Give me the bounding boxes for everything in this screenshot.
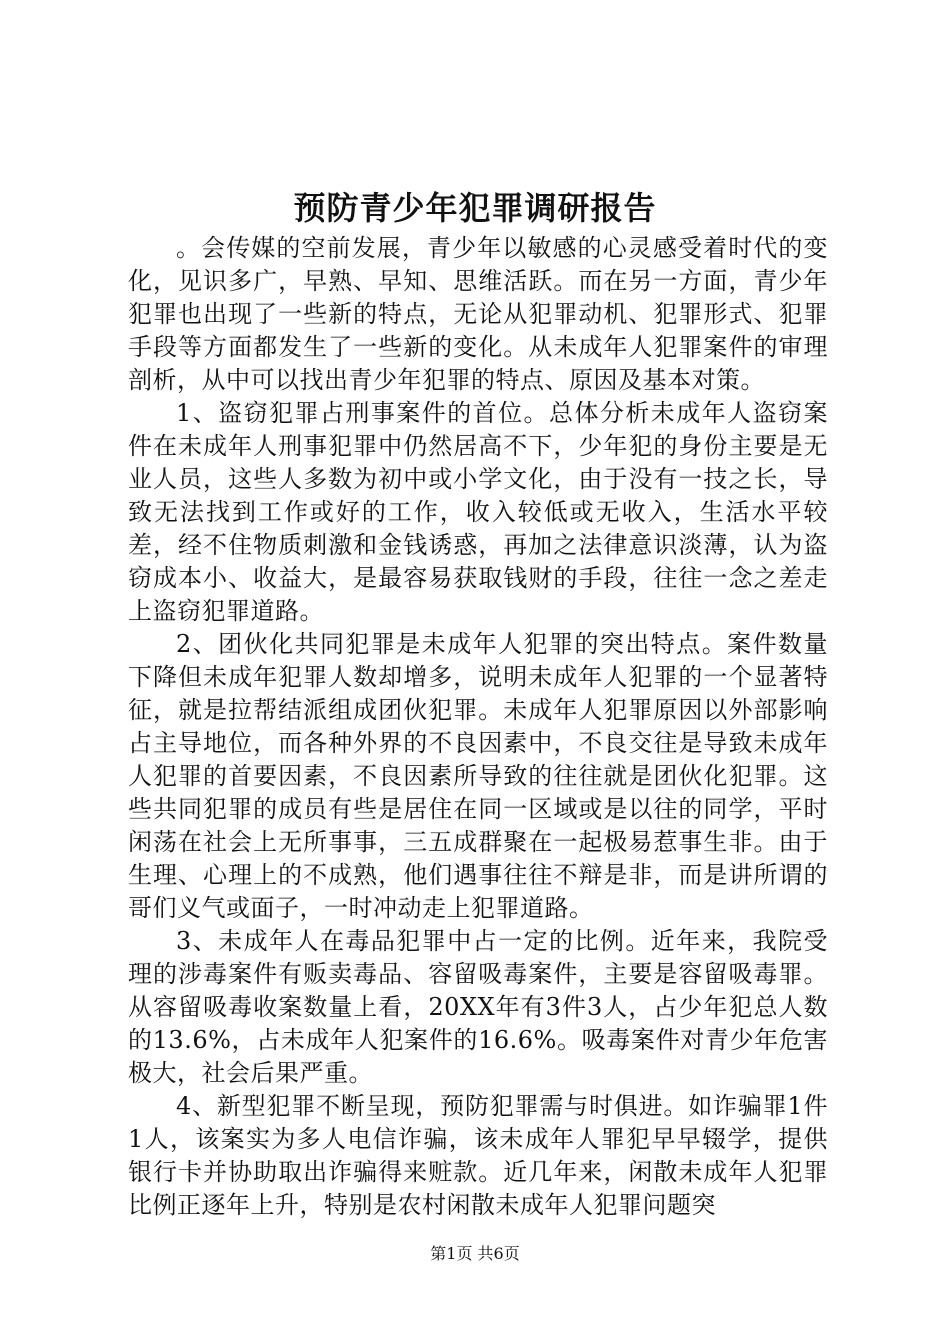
paragraph-new-crime: 4、新型犯罪不断呈现，预防犯罪需与时俱进。如诈骗罪1件1人，该案实为多人电信诈骗，该未成年人罪犯早早辍学，提供银行卡并协助取出诈骗得来赃款。近几年来，闲散未成年人犯罪比例正逐年上升，特别是农村闲散未成年人犯罪问题突 — [128, 1092, 828, 1219]
document-title: 预防青少年犯罪调研报告 — [293, 189, 657, 227]
page-footer: 第1页 共6页 — [430, 1244, 520, 1263]
paragraph-drug-crime: 3、未成年人在毒品犯罪中占一定的比例。近年来，我院受理的涉毒案件有贩卖毒品、容留吸毒案件，主要是容留吸毒罪。从容留吸毒收案数量上看，20XX年有3件3人，占少年犯总人数的13.6%，占未成年人犯案件的16.6%。吸毒案件对青少年危害极大，社会后果严重。 — [128, 927, 828, 1087]
paragraph-gang-crime: 2、团伙化共同犯罪是未成年人犯罪的突出特点。案件数量下降但未成年犯罪人数却增多，说明未成年人犯罪的一个显著特征，就是拉帮结派组成团伙犯罪。未成年人犯罪原因以外部影响占主导地位，而各种外界的不良因素中，不良交往是导致未成年人犯罪的首要因素，不良因素所导致的往往就是团伙化犯罪。这些共同犯罪的成员有些是居住在同一区域或是以往的同学，平时闲荡在社会上无所事事，三五成群聚在一起极易惹事生非。由于生理、心理上的不成熟，他们遇事往往不辩是非，而是讲所谓的哥们义气或面子，一时冲动走上犯罪道路。 — [128, 630, 828, 922]
paragraph-theft-crime: 1、盗窃犯罪占刑事案件的首位。总体分析未成年人盗窃案件在未成年人刑事犯罪中仍然居高不下，少年犯的身份主要是无业人员，这些人多数为初中或小学文化，由于没有一技之长，导致无法找到工作或好的工作，收入较低或无收入，生活水平较差，经不住物质刺激和金钱诱惑，再加之法律意识淡薄，认为盗窃成本小、收益大，是最容易获取钱财的手段，往往一念之差走上盗窃犯罪道路。 — [128, 399, 828, 625]
paragraph-intro: 。会传媒的空前发展，青少年以敏感的心灵感受着时代的变化，见识多广，早熟、早知、思维活跃。而在另一方面，青少年犯罪也出现了一些新的特点，无论从犯罪动机、犯罪形式、犯罪手段等方面都发生了一些新的变化。从未成年人犯罪案件的审理剖析，从中可以找出青少年犯罪的特点、原因及基本对策。 — [128, 234, 828, 394]
document-body — [128, 232, 828, 1222]
